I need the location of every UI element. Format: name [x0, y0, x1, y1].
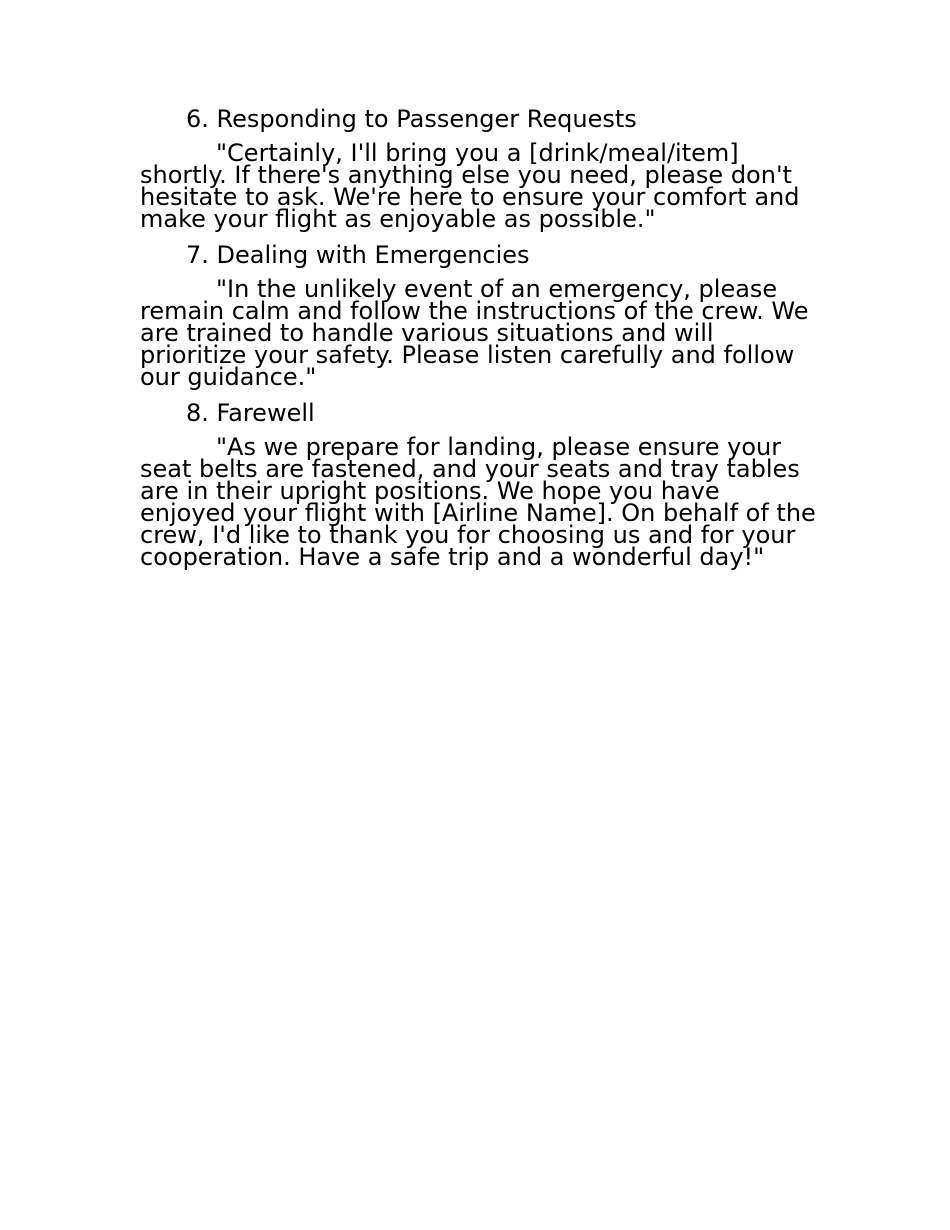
paragraph-line: hesitate to ask. We're here to ensure your comfort and — [140, 183, 800, 211]
paragraph-line: remain calm and follow the instructions of the crew. We — [140, 297, 809, 325]
document-body — [140, 104, 815, 578]
section-dealing-with-emergencies — [140, 240, 815, 391]
paragraph-line: enjoyed your flight with [Airline Name]. On behalf of the — [140, 499, 816, 527]
paragraph-line: are trained to handle various situations and will — [140, 319, 714, 347]
paragraph-line: "As we prepare for landing, please ensure your — [216, 433, 782, 461]
section-heading: 7. Dealing with Emergencies — [186, 241, 530, 269]
paragraph-line: "In the unlikely event of an emergency, please — [216, 275, 778, 303]
paragraph-line: seat belts are fastened, and your seats and tray tables — [140, 455, 800, 483]
section-paragraph — [140, 139, 815, 233]
section-responding-to-passenger-requests — [140, 104, 815, 233]
paragraph-line: make your flight as enjoyable as possible." — [140, 205, 656, 233]
paragraph-line: "Certainly, I'll bring you a [drink/meal/item] — [216, 139, 739, 167]
section-farewell — [140, 398, 816, 571]
section-paragraph — [140, 433, 816, 571]
paragraph-line: shortly. If there's anything else you need, please don't — [140, 161, 792, 189]
paragraph-line: cooperation. Have a safe trip and a wonderful day!" — [140, 543, 765, 571]
paragraph-line: are in their upright positions. We hope you have — [140, 477, 720, 505]
section-heading: 6. Responding to Passenger Requests — [186, 105, 637, 133]
section-heading: 8. Farewell — [186, 399, 315, 427]
section-paragraph — [140, 275, 815, 391]
paragraph-line: our guidance." — [140, 363, 317, 391]
paragraph-line: crew, I'd like to thank you for choosing us and for your — [140, 521, 796, 549]
paragraph-line: prioritize your safety. Please listen carefully and follow — [140, 341, 795, 369]
